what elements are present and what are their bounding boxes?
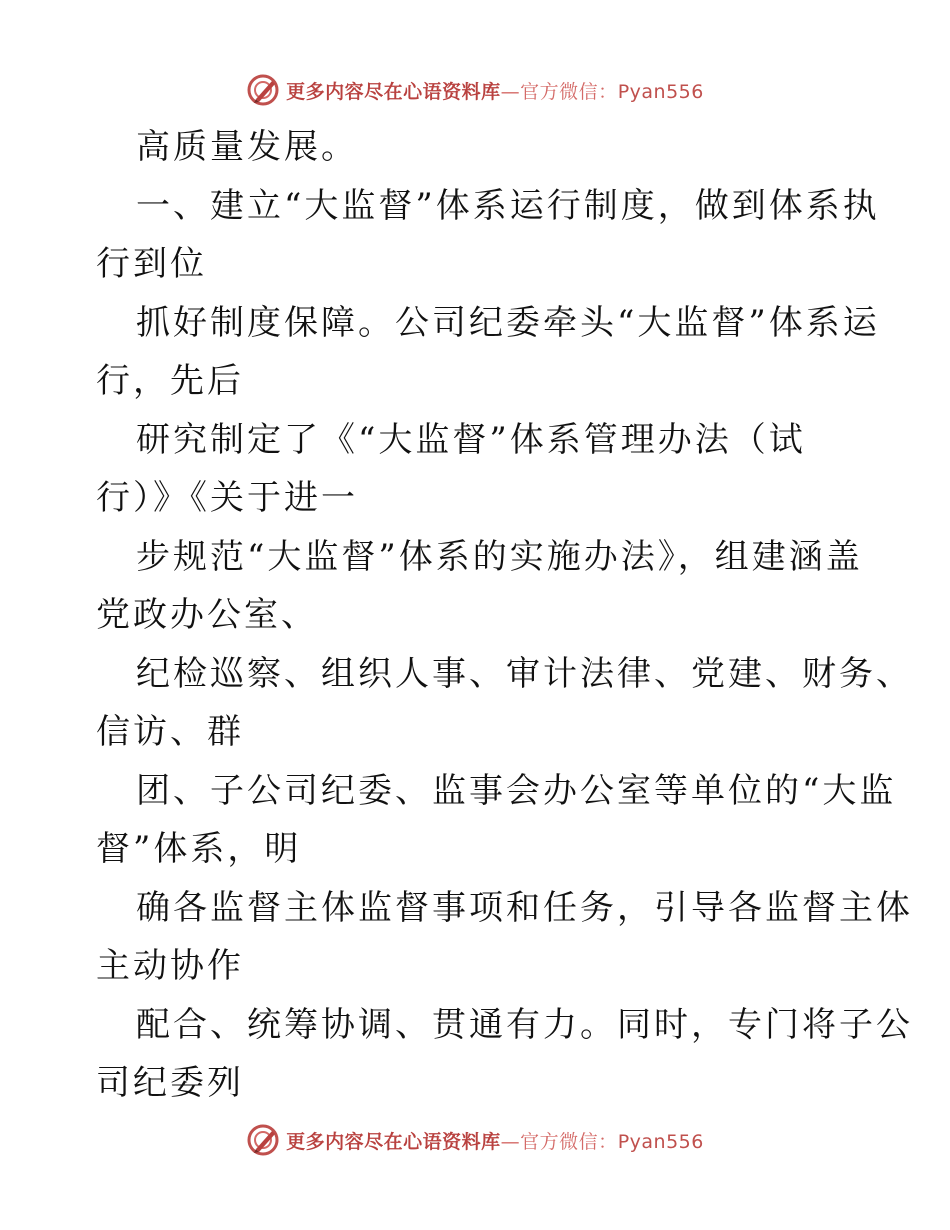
text-line: 行，先后 — [96, 361, 244, 401]
header-banner-wechat-id: Pyan556 — [617, 80, 704, 103]
header-banner-wechat-label: —官方微信： — [500, 80, 618, 103]
document-body — [96, 118, 913, 1113]
text-line: 高质量发展。 — [136, 127, 358, 167]
text-line: 主动协作 — [96, 946, 244, 986]
text-line: 确各监督主体监督事项和任务，引导各监督主体 — [136, 887, 913, 928]
text-line: 纪检巡察、组织人事、审计法律、党建、财务、 — [136, 653, 913, 694]
footer-banner-text — [286, 1127, 704, 1154]
footer-banner-wechat-id: Pyan556 — [617, 1130, 704, 1153]
text-line: 抓好制度保障。公司纪委牵头“大监督”体系运 — [136, 302, 880, 343]
footer-banner-wechat-label: —官方微信： — [500, 1130, 618, 1153]
text-line: 配合、统筹协调、贯通有力。同时，专门将子公 — [136, 1004, 913, 1045]
pen-logo-icon — [246, 1123, 280, 1157]
text-line: 督”体系，明 — [96, 829, 302, 869]
pen-logo-icon — [246, 73, 280, 107]
text-line: 行）》《关于进一 — [96, 478, 358, 518]
text-line: 信访、群 — [96, 712, 244, 752]
text-line: 团、子公司纪委、监事会办公室等单位的“大监 — [136, 770, 897, 811]
header-banner-text — [286, 77, 704, 104]
text-line: 司纪委列 — [96, 1063, 244, 1103]
text-line: 步规范“大监督”体系的实施办法》，组建涵盖 — [136, 536, 863, 577]
text-line: 行到位 — [96, 244, 207, 284]
footer-banner-title: 更多内容尽在心语资料库 — [286, 1130, 501, 1153]
text-line: 研究制定了《“大监督”体系管理办法（试 — [136, 419, 806, 460]
text-line: 一、建立“大监督”体系运行制度，做到体系执 — [136, 185, 880, 226]
header-banner — [0, 70, 950, 110]
text-line: 党政办公室、 — [96, 595, 318, 635]
header-banner-title: 更多内容尽在心语资料库 — [286, 80, 501, 103]
footer-banner — [0, 1120, 950, 1160]
